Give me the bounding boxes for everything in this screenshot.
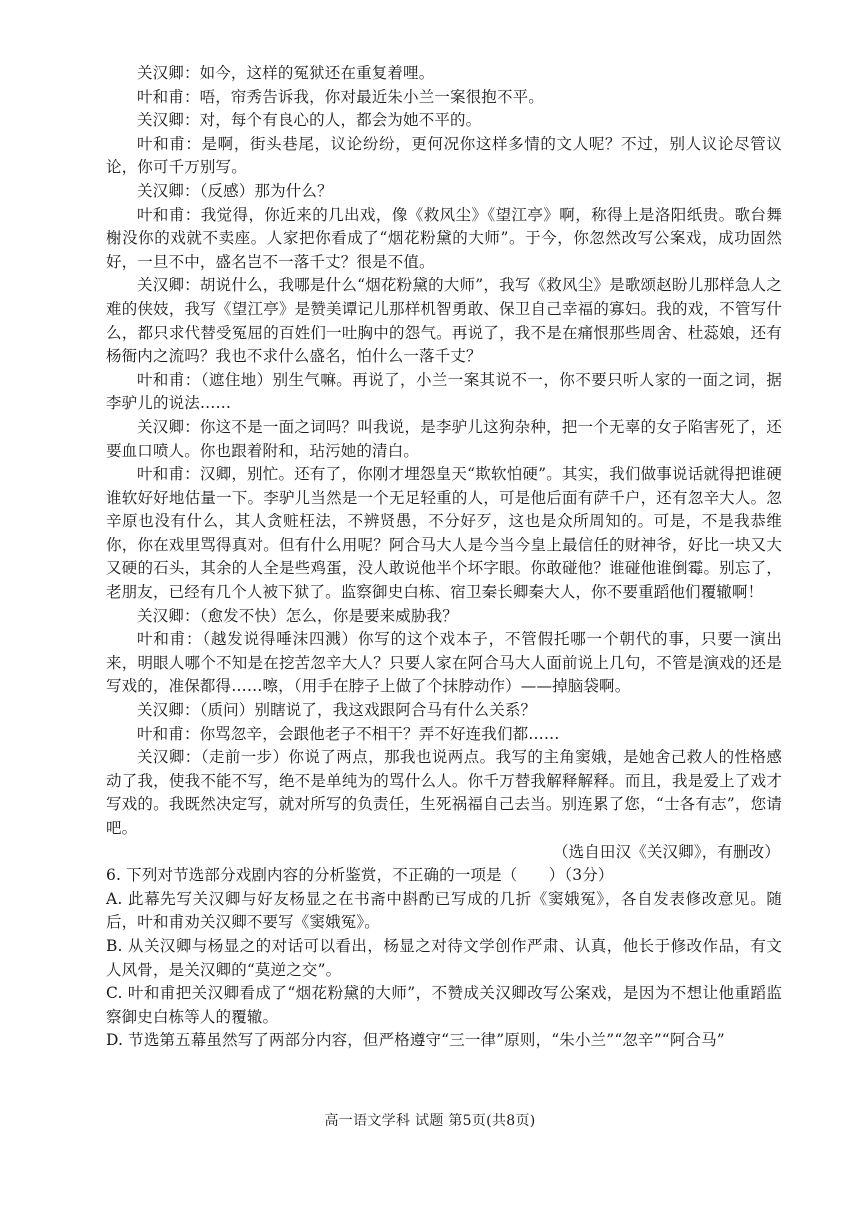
dialogue-line: 叶和甫：汉卿，别忙。还有了，你刚才埋怨皇天“欺软怕硬”。其实，我们做事说话就得把谁硬谁软好好地估量一下。李驴儿当然是一个无足轻重的人，可是他后面有萨千户，还有忽辛大人。忽辛原也没有什么，其人贪赃枉法，不辨贤愚，不分好歹，这也是众所周知的。可是，不是我恭维你，你在戏里骂得真对。但有什么用呢？阿合马大人是今当今皇上最信任的财神爷，好比一块又大又硬的石头，其余的人全是些鸡蛋，没人敢说他半个坏字眼。你敢碰他？谁碰他谁倒霉。别忘了，老朋友，已经有几个人被下狱了。监察御史白栋、宿卫秦长卿秦大人，你不要重蹈他们覆辙啊！ [106, 465, 782, 602]
dialogue-line: 叶和甫：（越发说得唾沫四溅）你写的这个戏本子，不管假托哪一个朝代的事，只要一演出来，明眼人哪个不知是在挖苦忽辛大人？只要人家在阿合马大人面前说上几句，不管是演戏的还是写戏的，准保都得……嚓，（用手在脖子上做了个抹脖动作）——掉脑袋啊。 [106, 630, 782, 696]
dialogue-line: 关汉卿：胡说什么，我哪是什么“烟花粉黛的大师”，我写《救风尘》是歌颂赵盼儿那样急人之难的侠妓，我写《望江亭》是赞美谭记儿那样机智勇敢、保卫自己幸福的寡妇。我的戏，不管写什么，都只求代替受冤屈的百姓们一吐胸中的怨气。再说了，我不是在痛恨那些周舍、杜蕊娘，还有杨衙内之流吗？我也不求什么盛名，怕什么一落千丈？ [106, 276, 782, 366]
option-a: A. 此幕先写关汉卿与好友杨显之在书斋中斟酌已写成的几折《窦娥冤》，各自发表修改意见。随后，叶和甫劝关汉卿不要写《窦娥冤》。 [106, 889, 782, 932]
play-excerpt [106, 62, 782, 841]
dialogue-line: 关汉卿：（质问）别瞎说了，我这戏跟阿合马有什么关系？ [137, 701, 537, 720]
dialogue-line: 叶和甫：（遮住地）别生气嘛。再说了，小兰一案其说不一，你不要只听人家的一面之词，据李驴儿的说法…… [106, 370, 782, 413]
option-b: B. 从关汉卿与杨显之的对话可以看出，杨显之对待文学创作严肃、认真，他长于修改作品，有文人风骨，是关汉卿的“莫逆之交”。 [106, 936, 782, 979]
dialogue-line: 关汉卿：（愈发不快）怎么，你是要来威胁我？ [137, 606, 458, 625]
option-d: D. 节选第五幕虽然写了两部分内容，但严格遵守“三一律”原则，“朱小兰”“忽辛”“阿合马” [106, 1031, 725, 1050]
dialogue-line: 叶和甫：你骂忽辛，会跟他老子不相干？弄不好连我们都…… [137, 724, 560, 743]
dialogue-line: 关汉卿：对，每个有良心的人，都会为她不平的。 [137, 111, 482, 130]
dialogue-line: 叶和甫：唔，帘秀告诉我，你对最近朱小兰一案很抱不平。 [137, 87, 544, 106]
dialogue-line: 叶和甫：我觉得，你近来的几出戏，像《救风尘》《望江亭》啊，称得上是洛阳纸贵。歌台舞榭没你的戏就不卖座。人家把你看成了“烟花粉黛的大师”。于今，你忽然改写公案戏，成功固然好，一旦不中，盛名岂不一落千丈？很是不值。 [106, 205, 782, 271]
option-c: C. 叶和甫把关汉卿看成了“烟花粉黛的大师”，不赞成关汉卿改写公案戏，是因为不想让他重蹈监察御史白栋等人的覆辙。 [106, 984, 782, 1026]
source-citation: （选自田汉《关汉卿》，有删改） [552, 842, 780, 861]
page-footer: 高一语文学科 试题 第5页(共8页) [324, 1113, 536, 1129]
dialogue-line: 叶和甫：是啊，街头巷尾，议论纷纷，更何况你这样多情的文人呢？不过，别人议论尽管议论，你可千万别写。 [106, 134, 782, 177]
question-stem: 6. 下列对节选部分戏剧内容的分析鉴赏，不正确的一项是（ ）（3分） [106, 866, 614, 885]
dialogue-line: 关汉卿：（走前一步）你说了两点，那我也说两点。我写的主角窦娥，是她舍己救人的性格感动了我，使我不能不写，绝不是单纯为的骂什么人。你千万替我解释解释。而且，我是爱上了戏才写戏的。我既然决定写，就对所写的负责任，生死祸福自己去当。别连累了您，“士各有志”，您请吧。 [106, 748, 782, 837]
question-6 [106, 864, 782, 1053]
dialogue-line: 关汉卿：如今，这样的冤狱还在重复着哩。 [137, 64, 435, 82]
dialogue-line: 关汉卿：你这不是一面之词吗？叫我说，是李驴儿这狗杂种，把一个无辜的女子陷害死了，还要血口喷人。你也跟着附和，玷污她的清白。 [106, 417, 782, 460]
page-content [106, 62, 782, 1053]
dialogue-line: 关汉卿：（反感）那为什么？ [137, 181, 333, 200]
